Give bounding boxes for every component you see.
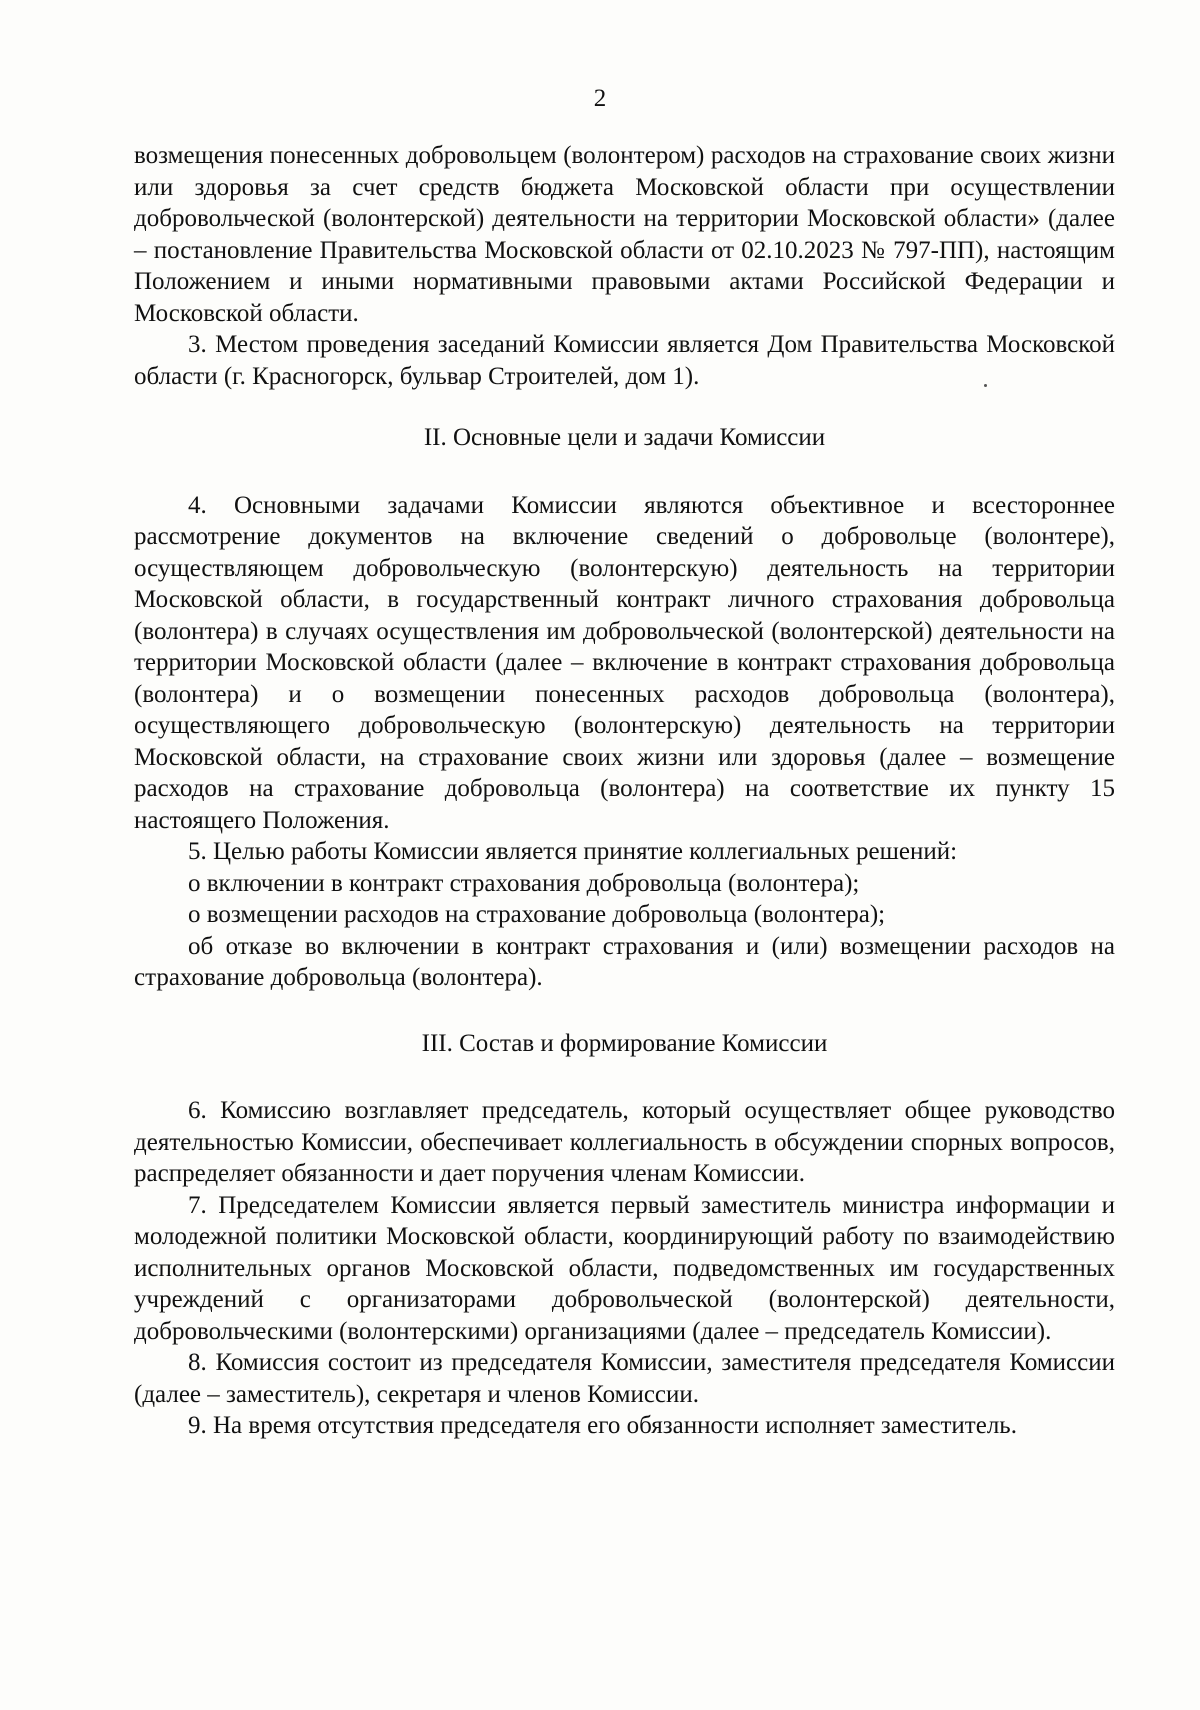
paragraph-5-item-1: о включении в контракт страхования добровольца (волонтера); <box>188 869 860 897</box>
paragraph-6: 6. Комиссию возглавляет председатель, который осуществляет общее руководство деятельностью Комиссии, обеспечивает коллегиальность в обсуждении спорных вопросов, распределяет обязанности и дает поручения членам Комиссии. <box>134 1097 1115 1187</box>
paragraph-4: 4. Основными задачами Комиссии являются объективное и всестороннее рассмотрение документов на включение сведений о добровольце (волонтере), осуществляющем добровольческую (волонтерскую) деятельность на территории Московской области, в государственный контракт личного страхования добровольца (волонтера) в случаях осуществления им добровольческой (волонтерской) деятельности на территории Московской области (далее – включение в контракт страхования добровольца (волонтера) и о возмещении понесенных расходов добровольца (волонтера), осуществляющего добровольческую (волонтерскую) деятельность на территории Московской области, на страхование своих жизни или здоровья (далее – возмещение расходов на страхование добровольца (волонтера) на соответствие их пункту 15 настоящего Положения. <box>134 491 1115 834</box>
paragraph-8: 8. Комиссия состоит из председателя Комиссии, заместителя председателя Комиссии (далее – заместитель), секретаря и членов Комиссии. <box>134 1349 1115 1408</box>
paragraph-5: 5. Целью работы Комиссии является принятие коллегиальных решений: <box>188 838 958 865</box>
paragraph-3: 3. Местом проведения заседаний Комиссии является Дом Правительства Московской области (г. Красногорск, бульвар Строителей, дом 1). <box>134 331 1115 390</box>
paragraph-5-item-3: об отказе во включении в контракт страхования и (или) возмещении расходов на страхование добровольца (волонтера). <box>134 932 1115 991</box>
section-heading-3: III. Состав и формирование Комиссии <box>421 1029 828 1057</box>
paragraph-7: 7. Председателем Комиссии является первый заместитель министра информации и молодежной политики Московской области, координирующий работу по взаимодействию исполнительных органов Московской области, подведомственных им государственных учреждений с организаторами добровольческой (волонтерской) деятельности, добровольческими (волонтерскими) организациями (далее – председатель Комиссии). <box>134 1191 1115 1345</box>
paragraph-9: 9. На время отсутствия председателя его обязанности исполняет заместитель. <box>188 1412 1017 1439</box>
page-number: 2 <box>593 85 607 112</box>
section-heading-2: II. Основные цели и задачи Комиссии <box>423 424 826 451</box>
paragraph-5-item-2: о возмещении расходов на страхование добровольца (волонтера); <box>188 901 886 928</box>
document-body <box>134 140 1115 1442</box>
scan-speck <box>984 384 987 387</box>
paragraph-continuation: возмещения понесенных добровольцем (волонтером) расходов на страхование своих жизни или здоровья за счет средств бюджета Московской области при осуществлении добровольческой (волонтерской) деятельности на территории Московской области» (далее – постановление Правительства Московской области от 02.10.2023 № 797-ПП), настоящим Положением и иными нормативными правовыми актами Российской Федерации и Московской области. <box>134 142 1115 327</box>
